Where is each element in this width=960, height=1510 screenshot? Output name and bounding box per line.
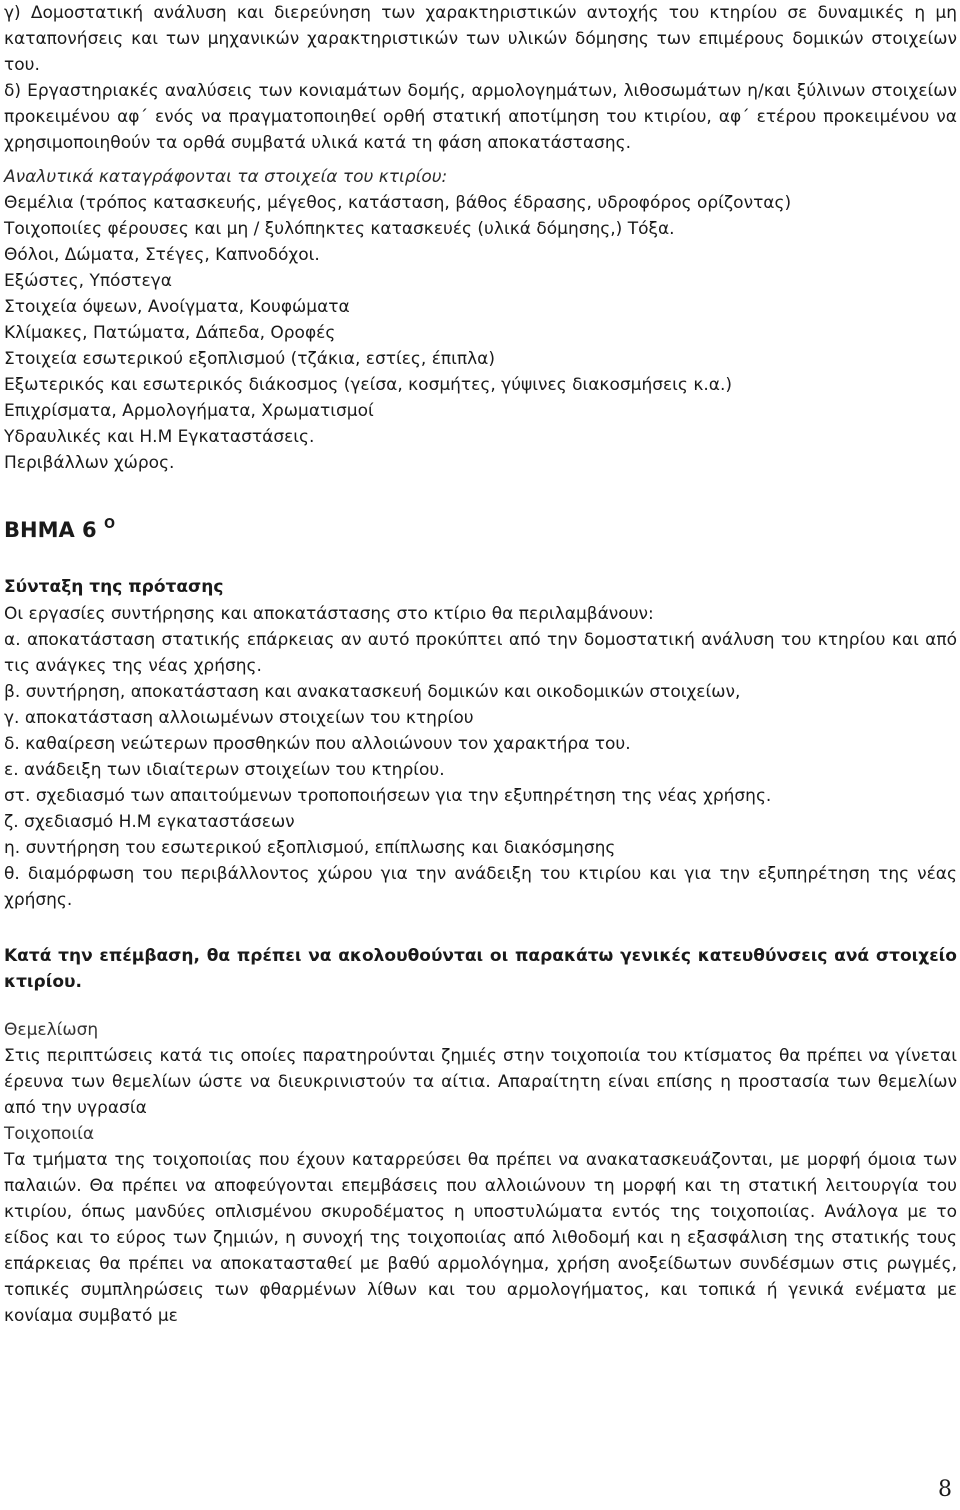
list-item: α. αποκατάσταση στατικής επάρκειας αν αυτό προκύπτει από την δομοστατική ανάλυση του κτηρίου και από τις ανάγκες της νέας χρήσης.	[4, 630, 957, 676]
list-item: Στοιχεία όψεων, Ανοίγματα, Κουφώματα	[4, 297, 350, 317]
step-superscript: Ο	[103, 517, 116, 532]
list-item: ε. ανάδειξη των ιδιαίτερων στοιχείων του κτηρίου.	[4, 760, 445, 780]
list-item: δ. καθαίρεση νεώτερων προσθηκών που αλλοιώνουν τον χαρακτήρα του.	[4, 734, 631, 754]
list-item: β. συντήρηση, αποκατάσταση και ανακατασκευή δομικών και οικοδομικών στοιχείων,	[4, 682, 741, 702]
paragraph-gamma: γ) Δομοστατική ανάλυση και διερεύνηση των χαρακτηριστικών αντοχής του κτηρίου σε δυναμικές η μη καταπονήσεις και των μηχανικών χαρακτηριστικών των υλικών δόμησης των επιμέρους δομικών στοιχείων του.	[4, 3, 957, 75]
foundation-title: Θεμελίωση	[4, 1020, 99, 1040]
step-heading	[4, 510, 957, 545]
list-item: Τοιχοποιίες φέρουσες και μη / ξυλόπηκτες κατασκευές (υλικά δόμησης,) Τόξα.	[4, 219, 675, 239]
masonry-text: Τα τμήματα της τοιχοποιίας που έχουν καταρρεύσει θα πρέπει να ανακατασκευάζονται, με μορφή όμοια των παλαιών. Θα πρέπει να αποφεύγονται επεμβάσεις που αλλοιώνουν τη μορφή και τη στατική λειτουργία του κτιρίου, όπως μανδύες οπλισμένου σκυροδέματος η υποστυλώματα εντός της τοιχοποιίας. Ανάλογα με το είδος και το εύρος των ζημιών, η συνοχή της τοιχοποιίας από λιθοδομή και η εξασφάλιση της στατικής τους επάρκειας θα πρέπει να αποκατασταθεί με βαθύ αρμολόγημα, χρήση ανοξείδωτων συνδέσμων στις ρωγμές, τοπικές συμπληρώσεις των φθαρμένων λίθων και του αρμολογήματος, και τοπικά ή γενικά ενέματα με κονίαμα συμβατό με	[4, 1150, 957, 1326]
list-item: Κλίμακες, Πατώματα, Δάπεδα, Οροφές	[4, 323, 336, 343]
foundation-text: Στις περιπτώσεις κατά τις οποίες παρατηρούνται ζημιές στην τοιχοποιία του κτίσματος θα πρέπει να γίνεται έρευνα των θεμελίων ώστε να διευκρινιστούν τα αίτια. Απαραίτητη είναι επίσης η προστασία των θεμελίων από την υγρασία	[4, 1046, 957, 1118]
proposal-intro: Οι εργασίες συντήρησης και αποκατάστασης στο κτίριο θα περιλαμβάνουν:	[4, 604, 654, 624]
masonry-title: Τοιχοποιία	[4, 1124, 95, 1144]
list-item: Εξωτερικός και εσωτερικός διάκοσμος (γείσα, κοσμήτες, γύψινες διακοσμήσεις κ.α.)	[4, 375, 732, 395]
list-item: Εξώστες, Υπόστεγα	[4, 271, 172, 291]
proposal-heading: Σύνταξη της πρότασης	[4, 577, 224, 597]
list-item: Επιχρίσματα, Αρμολογήματα, Χρωματισμοί	[4, 401, 374, 421]
list-item: Θεμέλια (τρόπος κατασκευής, μέγεθος, κατάσταση, βάθος έδρασης, υδροφόρος ορίζοντας)	[4, 193, 792, 213]
list-item: Στοιχεία εσωτερικού εξοπλισμού (τζάκια, εστίες, έπιπλα)	[4, 349, 496, 369]
guidelines-heading: Κατά την επέμβαση, θα πρέπει να ακολουθούνται οι παρακάτω γενικές κατευθύνσεις ανά στοιχείο κτιρίου.	[4, 946, 957, 992]
list-item: γ. αποκατάσταση αλλοιωμένων στοιχείων του κτηρίου	[4, 708, 474, 728]
list-item: Περιβάλλων χώρος.	[4, 453, 175, 473]
step-title: ΒΗΜΑ 6	[4, 518, 97, 542]
list-item: Θόλοι, Δώματα, Στέγες, Καπνοδόχοι.	[4, 245, 320, 265]
list-item: θ. διαμόρφωση του περιβάλλοντος χώρου για την ανάδειξη του κτιρίου και για την εξυπηρέτηση της νέας χρήσης.	[4, 864, 957, 910]
proposal-section	[4, 601, 957, 913]
paragraph-delta: δ) Εργαστηριακές αναλύσεις των κονιαμάτων δομής, αρμολογημάτων, λιθοσωμάτων η/και ξύλινων στοιχείων προκειμένου αφ΄ ενός να πραγματοποιηθεί ορθή στατική αποτίμηση του κτιρίου, αφ΄ ετέρου προκειμένου να χρησιμοποιηθούν τα ορθά συμβατά υλικά κατά τη φάση αποκατάστασης.	[4, 81, 957, 153]
list-item: η. συντήρηση του εσωτερικού εξοπλισμού, επίπλωσης και διακόσμησης	[4, 838, 616, 858]
page-number: 8	[938, 1477, 952, 1502]
list-item: ζ. σχεδιασμό Η.Μ εγκαταστάσεων	[4, 812, 295, 832]
recording-intro: Αναλυτικά καταγράφονται τα στοιχεία του κτιρίου:	[4, 167, 448, 187]
recording-section	[4, 164, 957, 476]
list-item: Υδραυλικές και Η.Μ Εγκαταστάσεις.	[4, 427, 315, 447]
list-item: στ. σχεδιασμό των απαιτούμενων τροποποιήσεων για την εξυπηρέτηση της νέας χρήσης.	[4, 786, 772, 806]
